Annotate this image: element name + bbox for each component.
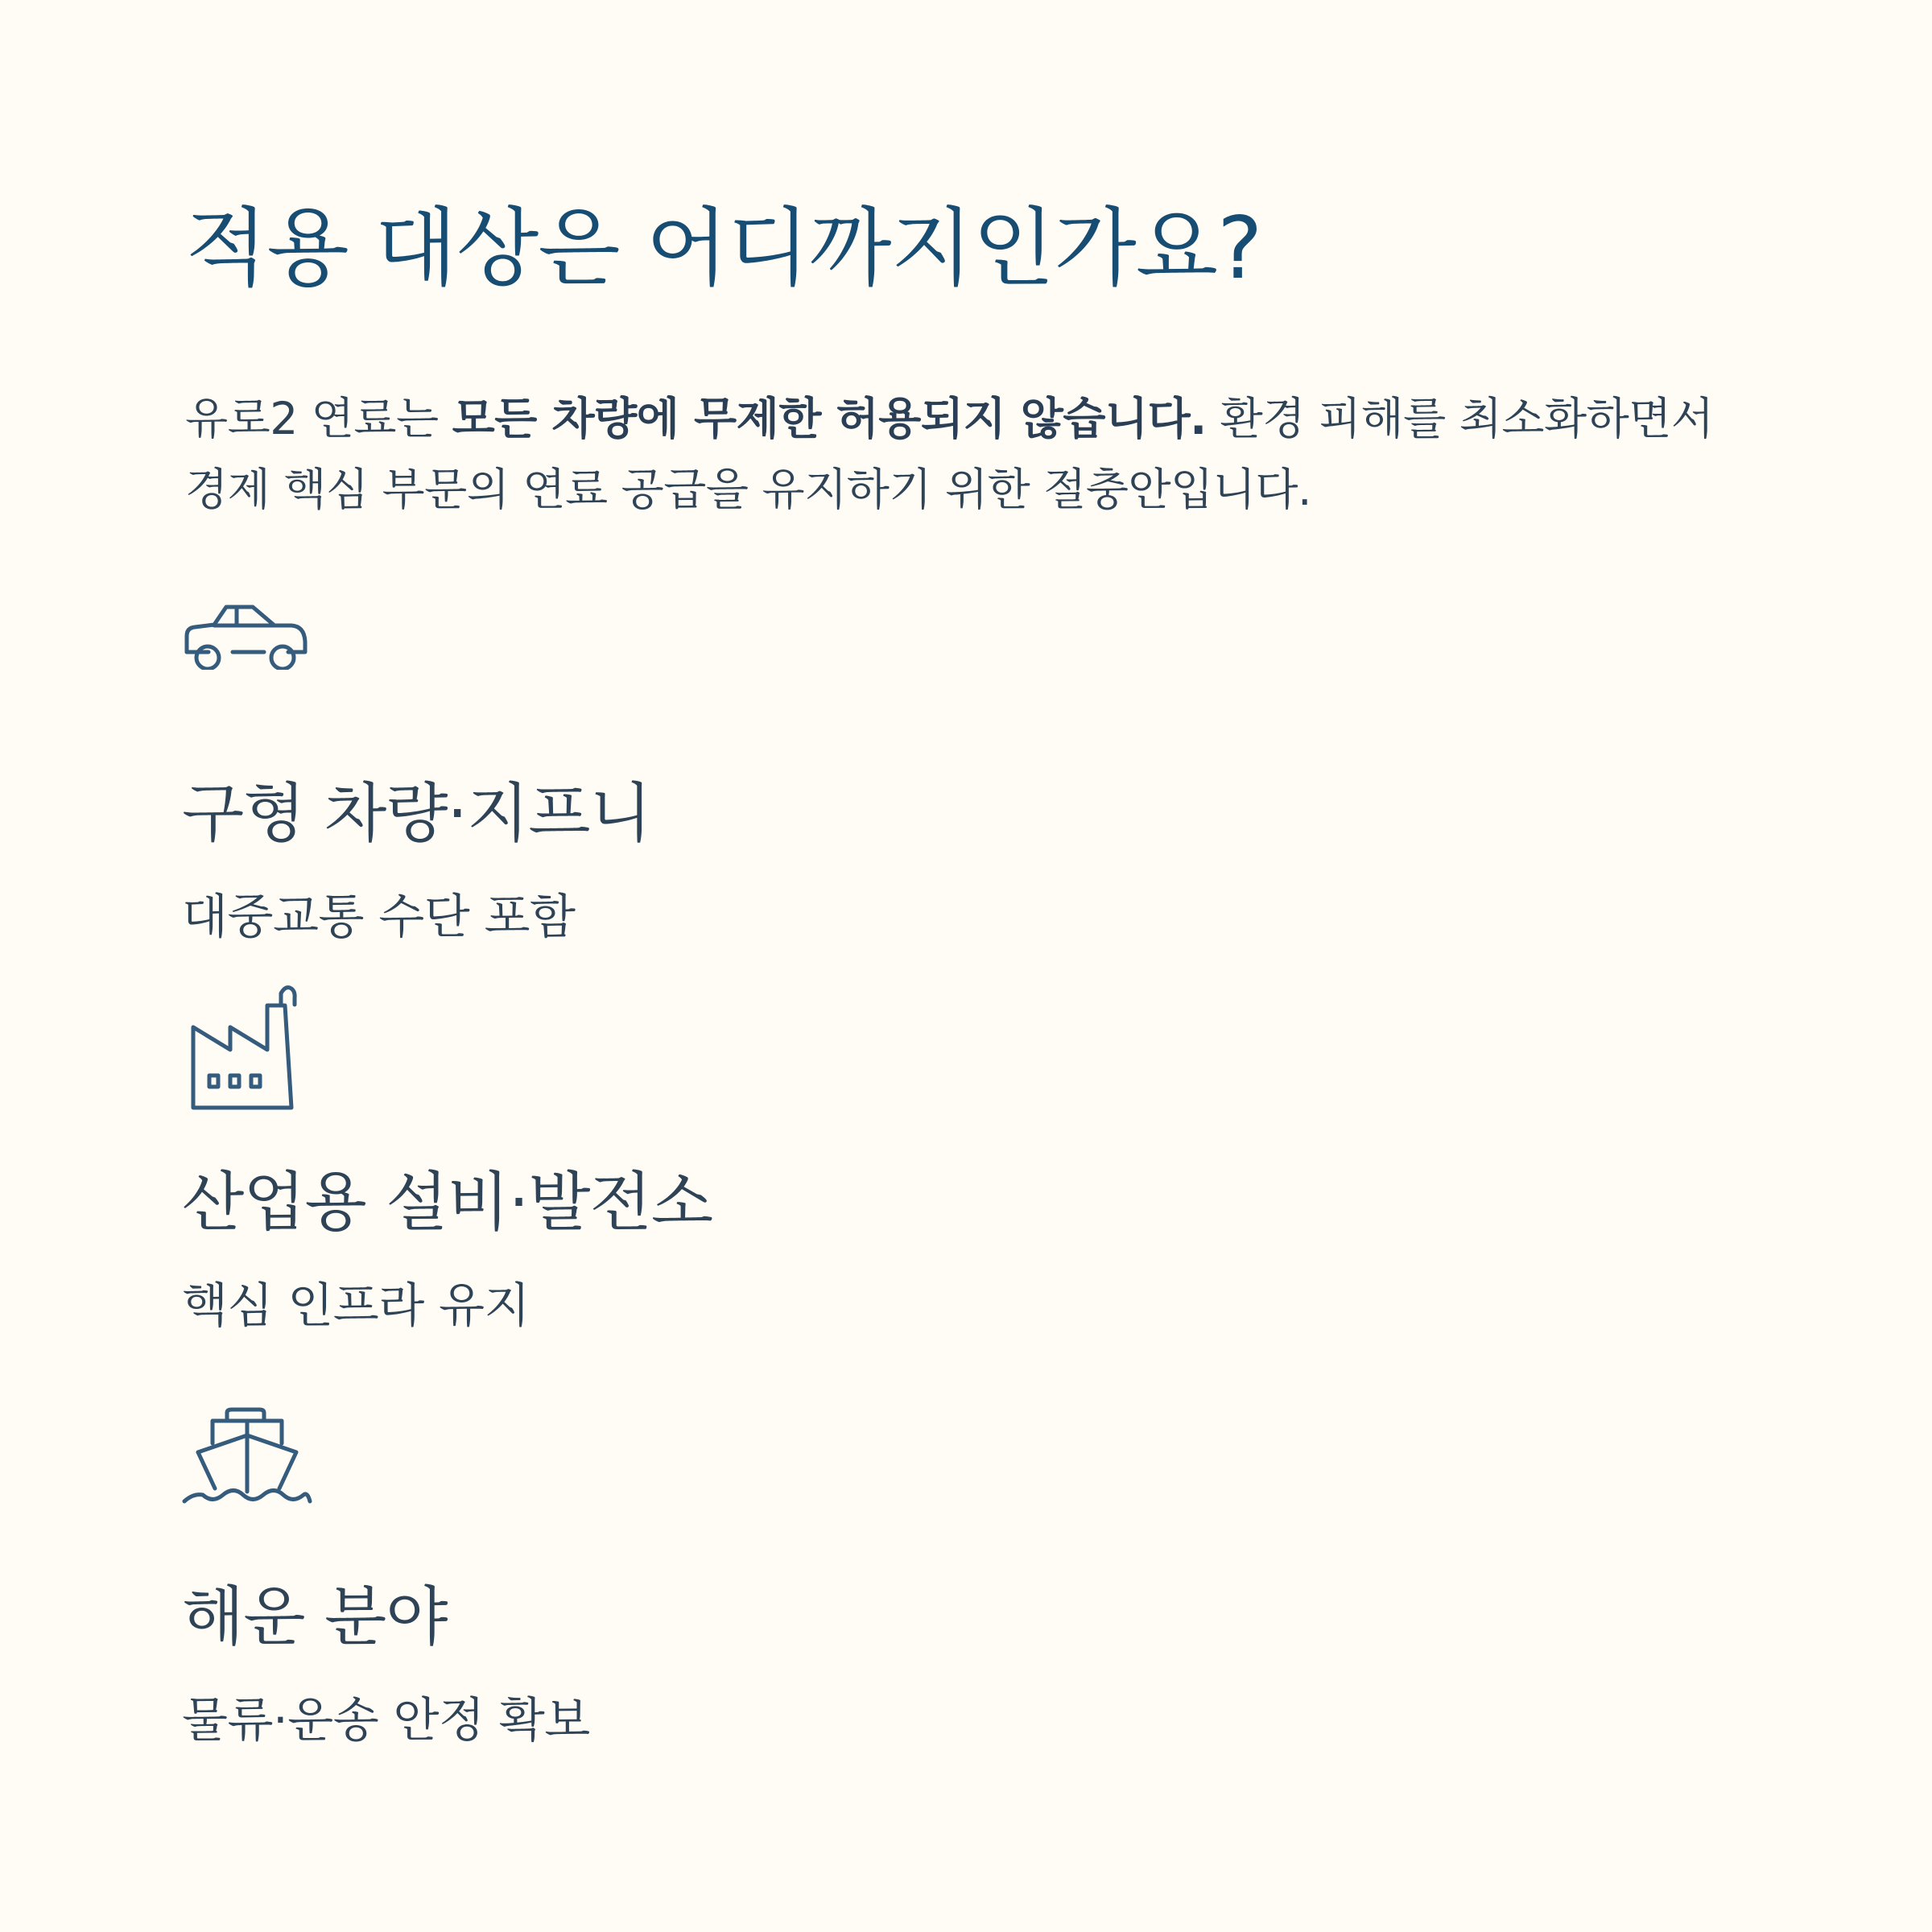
category-title: 구형 차량·지프니 xyxy=(182,776,651,851)
category-title: 산업용 설비·발전소 xyxy=(182,1165,713,1240)
category-subtitle: 핵심 인프라 유지 xyxy=(182,1278,530,1333)
car-icon xyxy=(182,597,309,670)
factory-icon xyxy=(182,982,303,1113)
intro-paragraph xyxy=(185,383,1763,525)
category-item-shipping xyxy=(182,1405,1309,1748)
category-title: 해운 분야 xyxy=(182,1579,448,1654)
intro-text-part2: 환경 피해를 최소화하면서 경제 핵심 부문의 연료 공급을 유지하기 위한 절충안입니다. xyxy=(185,392,1714,515)
intro-bold-text: 모든 차량에 무제한 허용되지 않습니다. xyxy=(452,392,1207,444)
category-item-industry xyxy=(182,982,1309,1333)
intro-text-part1: 유로2 연료는 xyxy=(185,392,452,444)
page-title: 적용 대상은 어디까지인가요? xyxy=(185,199,1262,298)
category-item-vehicles xyxy=(182,597,1309,944)
ship-icon xyxy=(182,1405,312,1509)
category-subtitle: 물류·운송 안정 확보 xyxy=(182,1692,590,1748)
category-subtitle: 대중교통 수단 포함 xyxy=(182,889,576,944)
